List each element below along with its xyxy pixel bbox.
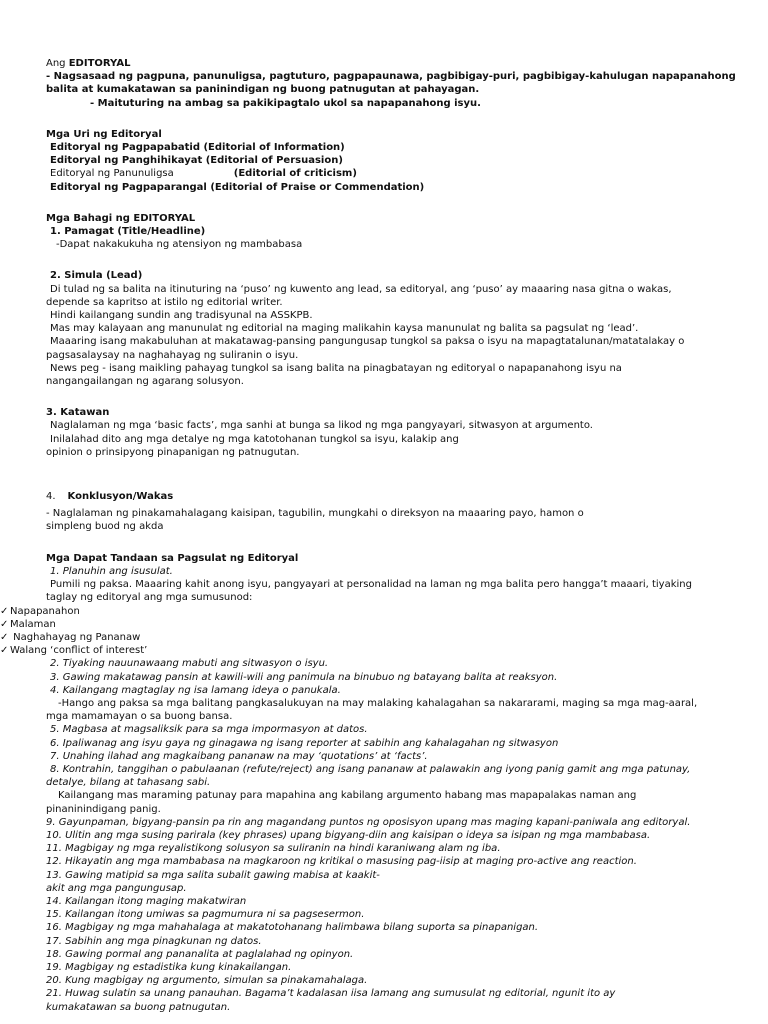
part-line: Maaaring isang makabuluhan at makatawag-pansing pangungusap tungkol sa paksa o isyu na mapagtatalunan/matatalakay o: [50, 336, 685, 348]
tip-line: taglay ng editoryal ang mga sumusunod:: [46, 592, 253, 604]
tip-item: 10. Ulitin ang mga susing parirala (key phrases) upang bigyang-diin ang kaisipan o ideya sa isipan ng mga mambabasa.: [46, 829, 651, 841]
tip-item: 14. Kailangan itong maging makatwiran: [46, 895, 247, 907]
intro-line: - Maituturing na ambag sa pakikipagtalo ukol sa napapanahong isyu.: [90, 97, 481, 109]
type-item: [46, 167, 716, 180]
section-heading-tips: Mga Dapat Tandaan sa Pagsulat ng Editoryal: [46, 552, 299, 564]
part-line: Hindi kailangang sundin ang tradisyunal na ASSKPB.: [50, 310, 313, 322]
checklist-item: [0, 631, 716, 644]
part-line: Di tulad ng sa balita na itinuturing na ‘puso’ ng kuwento ang lead, sa editoryal, ang ‘puso’ ay maaaring nasa gitna o wakas,: [50, 283, 672, 295]
tip-line: mga mamamayan o sa buong bansa.: [46, 711, 233, 723]
checklist-item: [0, 644, 716, 657]
part-line: depende sa kapritso at istilo ng editorial writer.: [46, 296, 283, 308]
part-number: 4.: [46, 491, 56, 503]
type-item: Editoryal ng Panghihikayat (Editorial of Persuasion): [50, 155, 343, 167]
tip-line: Pumili ng paksa. Maaaring kahit anong isyu, pangyayari at personalidad na laman ng mga balita pero hangga’t maaari, tiyaking: [50, 579, 692, 591]
tip-item: 4. Kailangang magtaglay ng isa lamang ideya o panukala.: [50, 684, 341, 696]
tip-item: 20. Kung magbigay ng argumento, simulan sa pinakamahalaga.: [46, 975, 368, 987]
part-line: Naglalaman ng mga ‘basic facts’, mga sanhi at bunga sa likod ng mga pangyayari, sitwasyon at argumento.: [50, 420, 593, 432]
tip-item: 1. Planuhin ang isusulat.: [50, 565, 173, 577]
type-item-name: Editoryal ng Panunuligsa: [50, 168, 174, 180]
part-line: simpleng buod ng akda: [46, 521, 164, 533]
part-line: News peg - isang maikling pahayag tungkol sa isang balita na pinagbatayan ng editoryal o napapanahong isyu na: [50, 362, 622, 374]
tip-line: Kailangang mas maraming patunay para mapahina ang kabilang argumento habang mas mapapalakas naman ang: [58, 790, 637, 802]
tip-item: 21. Huwag sulatin sa unang panauhan. Bagama’t kadalasan iisa lamang ang sumusulat ng editorial, ngunit ito ay: [46, 988, 616, 1000]
part-line: pagsasalaysay na naghahayag ng suliranin o isyu.: [46, 349, 299, 361]
tip-item: 3. Gawing makatawag pansin at kawili-wili ang panimula na binubuo ng batayang balita at reaksyon.: [50, 671, 558, 683]
section-heading-parts: Mga Bahagi ng EDITORYAL: [46, 212, 196, 224]
part-line: - Naglalaman ng pinakamahalagang kaisipan, tagubilin, mungkahi o direksyon na maaaring payo, hamon o: [46, 508, 584, 520]
part-line: nangangailangan ng agarang solusyon.: [46, 376, 244, 388]
tip-item: 13. Gawing matipid sa mga salita subalit gawing mabisa at kaakit-: [46, 869, 380, 881]
checklist-label: Malaman: [10, 618, 56, 630]
intro-line: - Nagsasaad ng pagpuna, panunuligsa, pagtuturo, pagpapaunawa, pagbibigay-puri, pagbibigay-kahulugan napapanahong: [46, 71, 736, 83]
title-bold: EDITORYAL: [68, 58, 131, 69]
type-item: Editoryal ng Pagpaparangal (Editorial of Praise or Commendation): [50, 181, 425, 193]
checkmark-icon: ✓: [0, 618, 9, 630]
part-line: opinion o prinsipyong pinapanigan ng patnugutan.: [46, 446, 300, 458]
section-heading-types: Mga Uri ng Editoryal: [46, 128, 162, 140]
tip-line: -Hango ang paksa sa mga balitang pangkasalukuyan na may malaking kahalagahan sa nakararami, maging sa mga mag-aaral,: [58, 697, 698, 709]
part-line: Mas may kalayaan ang manunulat ng editorial na maging malikahin kaysa manunulat ng balita sa pagsulat ng ‘lead’.: [50, 323, 639, 335]
part-heading-simula: 2. Simula (Lead): [50, 270, 143, 282]
checklist-label: Naghahayag ng Pananaw: [10, 631, 141, 643]
checklist-item: [0, 618, 716, 631]
checklist-label: Walang ‘conflict of interest’: [10, 645, 148, 657]
checklist-item: [0, 605, 716, 618]
checklist-label: Napapanahon: [10, 605, 80, 617]
tip-item: 6. Ipaliwanag ang isyu gaya ng ginagawa ng isang reporter at sabihin ang kahalagahan ng sitwasyon: [50, 737, 559, 749]
part-line: Inilalahad dito ang mga detalye ng mga katotohanan tungkol sa isyu, kalakip ang: [50, 433, 459, 445]
type-item: Editoryal ng Pagpapabatid (Editorial of Information): [50, 142, 345, 154]
tip-item: 11. Magbigay ng mga reyalistikong solusyon sa suliranin na hindi karaniwang alam ng iba.: [46, 843, 501, 855]
document-title: [46, 57, 716, 70]
tip-line: pinaninindigang panig.: [46, 803, 161, 815]
tip-item: 9. Gayunpaman, bigyang-pansin pa rin ang magandang puntos ng oposisyon upang mas maging kapani-paniwala ang editoryal.: [46, 816, 691, 828]
intro-line: balita at kumakatawan sa paninindigan ng buong patnugutan at pahayagan.: [46, 84, 480, 96]
tip-item: 18. Gawing pormal ang pananalita at paglalahad ng opinyon.: [46, 948, 354, 960]
tip-item: 12. Hikayatin ang mga mambabasa na magkaroon ng kritikal o masusing pag-iisip at maging pro-active ang reaction.: [46, 856, 637, 868]
part-heading-pamagat: 1. Pamagat (Title/Headline): [50, 226, 206, 238]
tip-item: 7. Unahing ilahad ang magkaibang pananaw na may ‘quotations’ at ‘facts’.: [50, 750, 428, 762]
tip-item: 8. Kontrahin, tanggihan o pabulaanan (refute/reject) ang isang pananaw at palawakin ang iyong panig gamit ang mga patunay,: [50, 763, 691, 775]
checkmark-icon: ✓: [0, 631, 9, 643]
tip-item: 15. Kailangan itong umiwas sa pagmumura ni sa pagsesermon.: [46, 909, 365, 921]
tip-item: 19. Magbigay ng estadistika kung kinakailangan.: [46, 961, 292, 973]
tip-item: detalye, bilang at tahasang sabi.: [46, 777, 211, 789]
tip-item: 2. Tiyaking nauunawaang mabuti ang sitwasyon o isyu.: [50, 658, 329, 670]
part-line: -Dapat nakakukuha ng atensiyon ng mambabasa: [56, 239, 303, 251]
part-heading-konklusyon: [46, 490, 716, 503]
part-heading-katawan: 3. Katawan: [46, 407, 110, 419]
title-prefix: Ang: [46, 58, 69, 69]
editoryal-document: [0, 57, 736, 1014]
checkmark-icon: ✓: [0, 605, 9, 617]
type-item-gloss: (Editorial of criticism): [233, 168, 357, 180]
part-heading-label: Konklusyon/Wakas: [67, 491, 174, 503]
tip-item: 17. Sabihin ang mga pinagkunan ng datos.: [46, 935, 262, 947]
tip-item: 5. Magbasa at magsaliksik para sa mga impormasyon at datos.: [50, 724, 368, 736]
tip-item: 16. Magbigay ng mga mahahalaga at makatotohanang halimbawa bilang suporta sa pinapanigan.: [46, 922, 539, 934]
checkmark-icon: ✓: [0, 645, 9, 657]
tip-item: kumakatawan sa buong patnugutan.: [46, 1001, 231, 1013]
tip-item: akit ang mga pangungusap.: [46, 882, 187, 894]
